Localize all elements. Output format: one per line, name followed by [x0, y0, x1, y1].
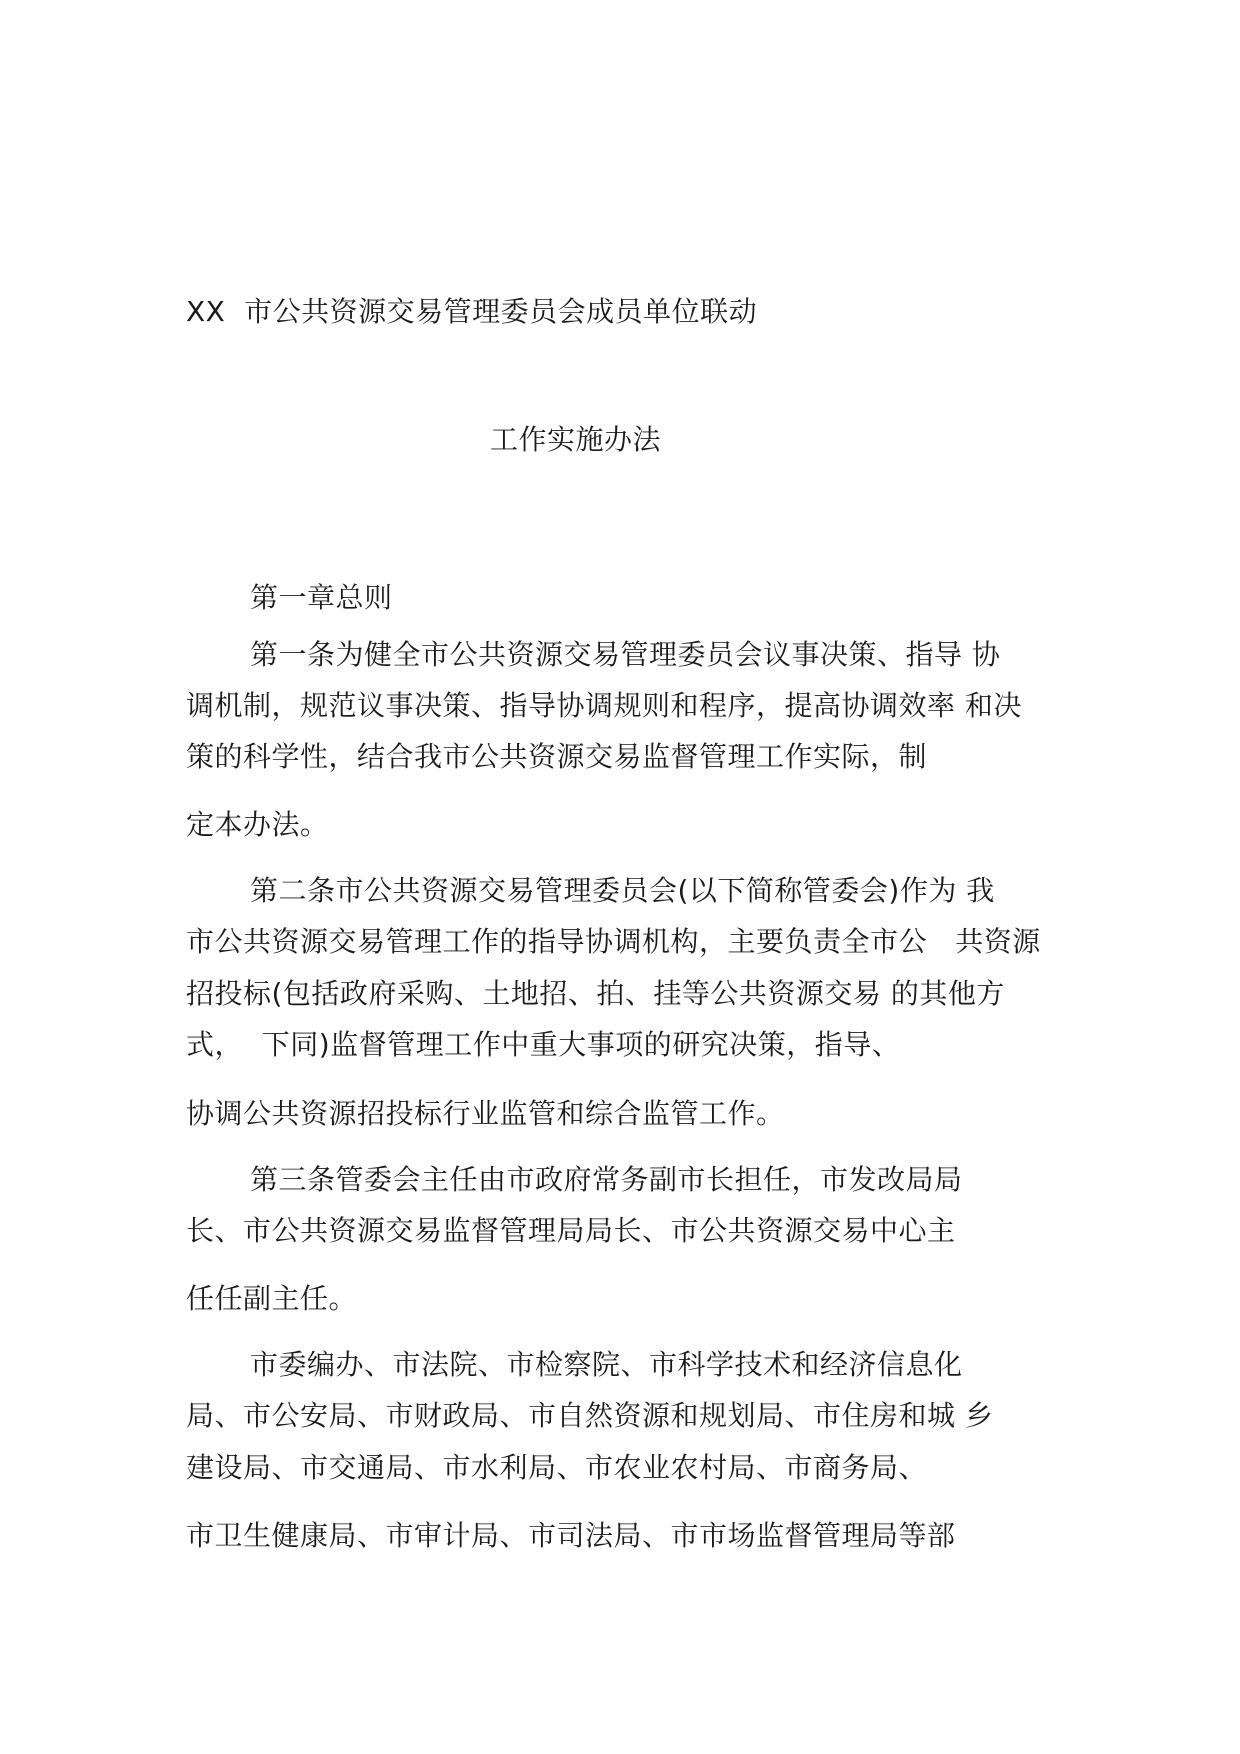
document-title-line-1: XX 市公共资源交易管理委员会成员单位联动 — [186, 295, 758, 328]
body-line: 第三条管委会主任由市政府常务副市长担任，市发改局局 — [250, 1163, 963, 1196]
body-line: 招投标(包括政府采购、土地招、拍、挂等公共资源交易 的其他方 — [186, 977, 1005, 1010]
body-line: 任任副主任。 — [186, 1282, 358, 1315]
body-line: 市卫生健康局、市审计局、市司法局、市市场监督管理局等部 — [186, 1519, 956, 1552]
body-line: 市委编办、市法院、市检察院、市科学技术和经济信息化 — [250, 1348, 963, 1381]
chapter-heading: 第一章总则 — [250, 581, 393, 614]
body-line: 调机制，规范议事决策、指导协调规则和程序，提高协调效率 和决 — [186, 689, 1022, 722]
document-title-line-2: 工作实施办法 — [490, 423, 662, 456]
body-line: 长、市公共资源交易监督管理局局长、市公共资源交易中心主 — [186, 1214, 956, 1247]
body-line: 市公共资源交易管理工作的指导协调机构，主要负责全市公 共资源 — [186, 925, 1041, 958]
body-line: 式， 下同)监督管理工作中重大事项的研究决策，指导、 — [186, 1028, 901, 1061]
body-line: 第一条为健全市公共资源交易管理委员会议事决策、指导 协 — [250, 638, 1001, 671]
body-line: 建设局、市交通局、市水利局、市农业农村局、市商务局、 — [186, 1451, 928, 1484]
body-line: 局、市公安局、市财政局、市自然资源和规划局、市住房和城 乡 — [186, 1399, 994, 1432]
body-line: 协调公共资源招投标行业监管和综合监管工作。 — [186, 1097, 785, 1130]
body-line: 定本办法。 — [186, 808, 329, 841]
body-line: 第二条市公共资源交易管理委员会(以下简称管委会)作为 我 — [250, 874, 995, 907]
body-line: 策的科学性，结合我市公共资源交易监督管理工作实际，制 — [186, 740, 928, 773]
